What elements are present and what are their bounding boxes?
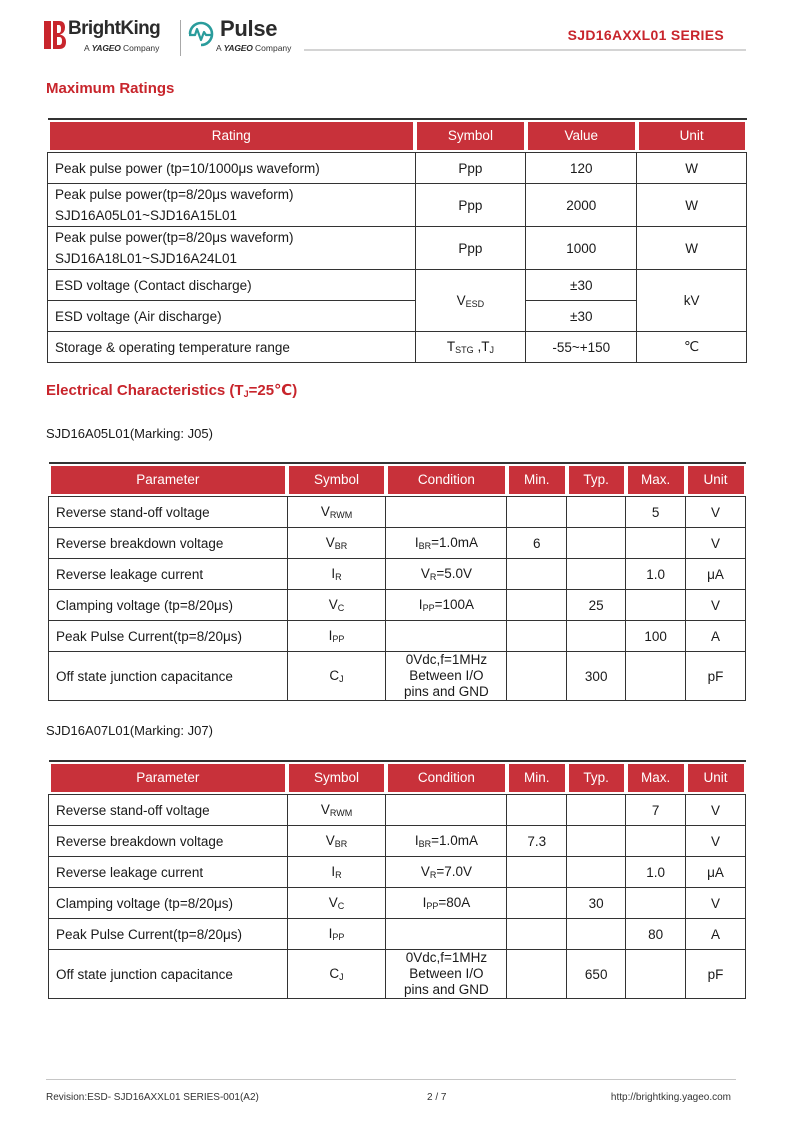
unit-cell: V [686, 497, 746, 528]
parameter-cell: Clamping voltage (tp=8/20μs) [49, 590, 288, 621]
brand1-name: BrightKing [68, 18, 161, 39]
col-header: Unit [639, 122, 745, 150]
max-cell [626, 826, 686, 857]
col-header: Symbol [289, 466, 384, 494]
max-cell [626, 528, 686, 559]
col-header: Min. [509, 764, 565, 792]
unit-cell: μA [686, 857, 746, 888]
symbol-cell: $C_J$ [287, 652, 386, 701]
unit-cell: V [686, 795, 746, 826]
table-row [48, 227, 747, 270]
col-header: Condition [388, 466, 505, 494]
footer-rule [46, 1079, 736, 1080]
rating-cell: ESD voltage (Air discharge) [48, 301, 416, 332]
part1-label: SJD16A05L01(Marking: J05) [46, 426, 213, 441]
logo-divider [180, 20, 181, 56]
col-header: Typ. [569, 466, 624, 494]
parameter-cell: Reverse leakage current [49, 857, 288, 888]
min-cell [507, 497, 567, 528]
symbol-cell: Ppp [415, 153, 526, 184]
value-cell: ±30 [526, 270, 637, 301]
table-header-row [48, 119, 747, 153]
value-cell: 120 [526, 153, 637, 184]
table-row [49, 857, 746, 888]
condition-cell: 0Vdc,f=1MHz Between I/O pins and GND [386, 950, 507, 999]
max-cell: 5 [626, 497, 686, 528]
value-cell: 2000 [526, 184, 637, 227]
max-cell: 80 [626, 919, 686, 950]
rating-cell: ESD voltage (Contact discharge) [48, 270, 416, 301]
symbol-cell: $V_{BR}$ [287, 826, 386, 857]
value-cell: ±30 [526, 301, 637, 332]
col-header: Symbol [417, 122, 524, 150]
symbol-cell: $V_C$ [287, 888, 386, 919]
typ-cell: 300 [567, 652, 626, 701]
col-header: Max. [628, 466, 684, 494]
table-row [48, 332, 747, 363]
min-cell [507, 888, 567, 919]
series-title: SJD16AXXL01 SERIES [567, 27, 724, 43]
parameter-cell: Reverse breakdown voltage [49, 826, 288, 857]
col-header: Value [528, 122, 635, 150]
unit-cell: μA [686, 559, 746, 590]
symbol-cell: $C_J$ [287, 950, 386, 999]
max-cell: 1.0 [626, 857, 686, 888]
parameter-cell: Off state junction capacitance [49, 950, 288, 999]
brand2-name: Pulse [220, 16, 278, 41]
max-cell: 7 [626, 795, 686, 826]
max-cell [626, 652, 686, 701]
col-header: Parameter [51, 466, 286, 494]
parameter-cell: Peak Pulse Current(tp=8/20μs) [49, 919, 288, 950]
symbol-cell: Ppp [415, 227, 526, 270]
typ-cell [567, 919, 626, 950]
unit-cell: pF [686, 652, 746, 701]
min-cell [507, 590, 567, 621]
table-row [49, 826, 746, 857]
unit-cell: W [637, 153, 747, 184]
col-header: Rating [50, 122, 414, 150]
symbol-cell: $I_{PP}$ [287, 919, 386, 950]
condition-cell: 0Vdc,f=1MHz Between I/O pins and GND [386, 652, 507, 701]
max-ratings-title: Maximum Ratings [46, 80, 175, 97]
value-cell: -55~+150 [526, 332, 637, 363]
condition-cell: $I_{PP}=80A$ [386, 888, 507, 919]
min-cell [507, 950, 567, 999]
footer-url: http://brightking.yageo.com [610, 1092, 731, 1103]
unit-cell: pF [686, 950, 746, 999]
table-row [49, 919, 746, 950]
unit-cell: V [686, 888, 746, 919]
min-cell [507, 919, 567, 950]
part2-table [48, 760, 746, 999]
typ-cell [567, 528, 626, 559]
typ-cell: 25 [567, 590, 626, 621]
parameter-cell: Reverse stand-off voltage [49, 795, 288, 826]
parameter-cell: Reverse stand-off voltage [49, 497, 288, 528]
max-ratings-table [47, 118, 747, 363]
min-cell [507, 621, 567, 652]
condition-cell: $I_{BR}=1.0mA$ [386, 528, 507, 559]
footer-page-number: 2 / 7 [427, 1092, 447, 1103]
condition-cell [386, 919, 507, 950]
rating-cell: Peak pulse power (tp=10/1000μs waveform) [48, 153, 416, 184]
max-cell: 100 [626, 621, 686, 652]
table-row [49, 528, 746, 559]
typ-cell [567, 497, 626, 528]
rating-cell: Peak pulse power(tp=8/20μs waveform) SJD16A18L01~SJD16A24L01 [48, 227, 416, 270]
brand1-tagline: A YAGEO Company [84, 43, 160, 53]
brightking-logo-icon [44, 21, 66, 49]
part2-label: SJD16A07L01(Marking: J07) [46, 723, 213, 738]
condition-cell [386, 795, 507, 826]
max-cell [626, 950, 686, 999]
value-cell: 1000 [526, 227, 637, 270]
symbol-cell: $V_C$ [287, 590, 386, 621]
table-row [49, 652, 746, 701]
col-header: Condition [388, 764, 505, 792]
rating-cell: Peak pulse power(tp=8/20μs waveform) SJD16A05L01~SJD16A15L01 [48, 184, 416, 227]
header-logos [44, 18, 304, 58]
unit-cell: A [686, 919, 746, 950]
table-header-row [49, 463, 746, 497]
pulse-logo-icon [187, 20, 215, 48]
typ-cell: 30 [567, 888, 626, 919]
max-cell: 1.0 [626, 559, 686, 590]
symbol-cell: $I_R$ [287, 559, 386, 590]
typ-cell: 650 [567, 950, 626, 999]
symbol-cell: $I_{PP}$ [287, 621, 386, 652]
col-header: Max. [628, 764, 684, 792]
symbol-cell: $V_{RWM}$ [287, 795, 386, 826]
table-row [48, 184, 747, 227]
table-row [49, 795, 746, 826]
parameter-cell: Reverse breakdown voltage [49, 528, 288, 559]
min-cell: 6 [507, 528, 567, 559]
condition-cell: $V_R=5.0V$ [386, 559, 507, 590]
parameter-cell: Peak Pulse Current(tp=8/20μs) [49, 621, 288, 652]
min-cell [507, 857, 567, 888]
symbol-cell: $V_{BR}$ [287, 528, 386, 559]
condition-cell: $I_{BR}=1.0mA$ [386, 826, 507, 857]
symbol-cell: $V_{RWM}$ [287, 497, 386, 528]
footer-revision: Revision:ESD- SJD16AXXL01 SERIES-001(A2) [46, 1092, 259, 1103]
unit-cell: kV [637, 270, 747, 332]
parameter-cell: Reverse leakage current [49, 559, 288, 590]
col-header: Unit [688, 466, 744, 494]
condition-cell: $V_R=7.0V$ [386, 857, 507, 888]
typ-cell [567, 621, 626, 652]
part1-table [48, 462, 746, 701]
col-header: Unit [688, 764, 744, 792]
unit-cell: W [637, 227, 747, 270]
symbol-cell: $I_R$ [287, 857, 386, 888]
unit-cell: W [637, 184, 747, 227]
parameter-cell: Off state junction capacitance [49, 652, 288, 701]
col-header: Parameter [51, 764, 286, 792]
unit-cell: V [686, 528, 746, 559]
condition-cell [386, 621, 507, 652]
typ-cell [567, 826, 626, 857]
header-rule [304, 49, 746, 51]
typ-cell [567, 559, 626, 590]
max-cell [626, 888, 686, 919]
symbol-cell: $V_{ESD}$ [415, 270, 526, 332]
parameter-cell: Clamping voltage (tp=8/20μs) [49, 888, 288, 919]
brand2-tagline: A YAGEO Company [216, 43, 292, 53]
typ-cell [567, 857, 626, 888]
table-row [48, 270, 747, 301]
col-header: Symbol [289, 764, 384, 792]
condition-cell: $I_{PP}=100A$ [386, 590, 507, 621]
unit-cell: V [686, 826, 746, 857]
typ-cell [567, 795, 626, 826]
table-row [49, 559, 746, 590]
table-row [49, 590, 746, 621]
condition-cell [386, 497, 507, 528]
symbol-cell: Ppp [415, 184, 526, 227]
min-cell [507, 559, 567, 590]
table-row [49, 621, 746, 652]
table-header-row [49, 761, 746, 795]
unit-cell: V [686, 590, 746, 621]
min-cell [507, 795, 567, 826]
rating-cell: Storage & operating temperature range [48, 332, 416, 363]
min-cell: 7.3 [507, 826, 567, 857]
table-row [49, 888, 746, 919]
unit-cell: A [686, 621, 746, 652]
min-cell [507, 652, 567, 701]
col-header: Min. [509, 466, 565, 494]
unit-cell: ℃ [637, 332, 747, 363]
symbol-cell: $T_{STG}$ $,T_J$ [415, 332, 526, 363]
table-row [48, 153, 747, 184]
elec-char-title: Electrical Characteristics $(T_J=25℃)$ [46, 382, 298, 399]
table-row [49, 950, 746, 999]
max-cell [626, 590, 686, 621]
table-row [49, 497, 746, 528]
col-header: Typ. [569, 764, 624, 792]
